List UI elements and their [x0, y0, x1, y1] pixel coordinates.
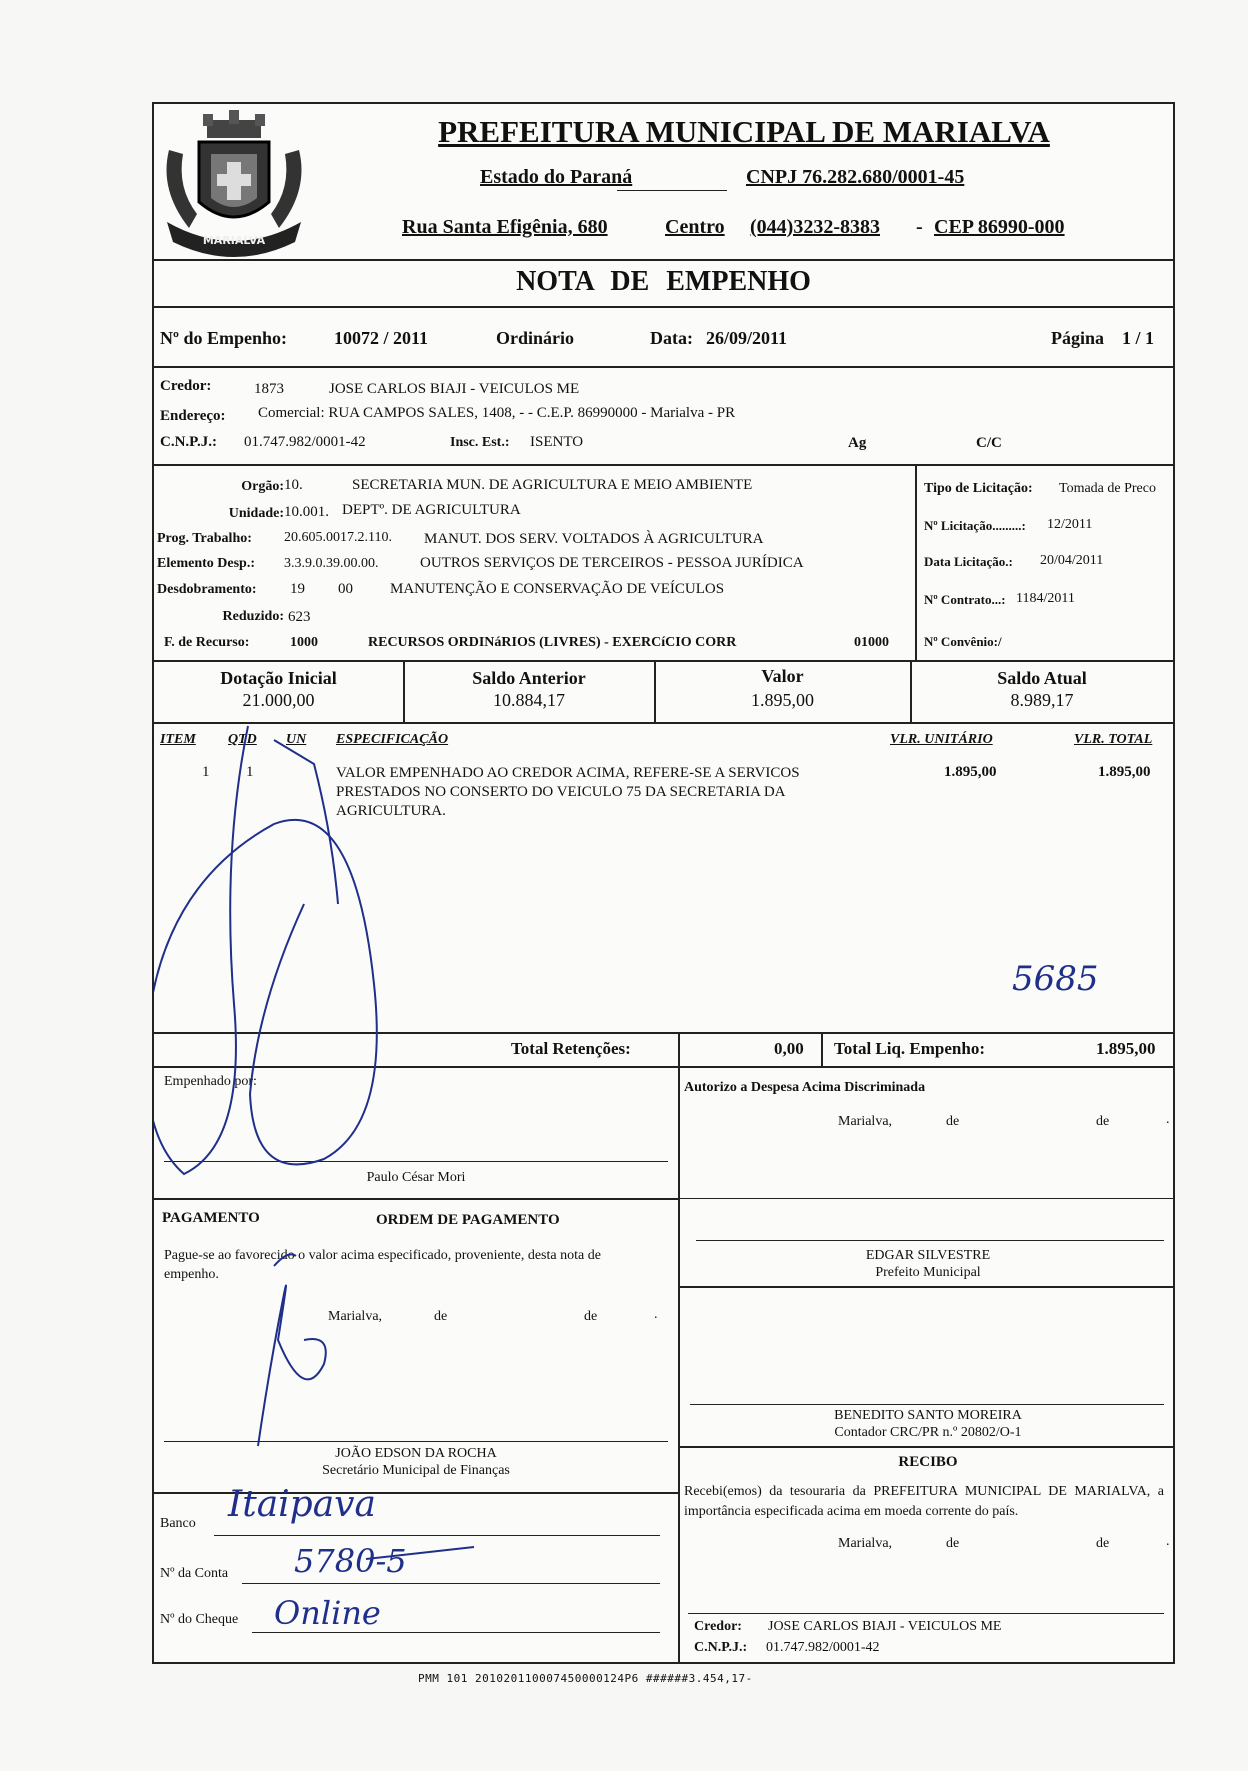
address-label: Rua Santa Efigênia, 680	[402, 216, 608, 238]
item-unit-value: 1.895,00	[944, 764, 997, 780]
phone-label: (044)3232-8383	[750, 216, 880, 238]
reduzido-value: 623	[288, 609, 311, 625]
total-retencoes-value: 0,00	[774, 1039, 804, 1058]
table-row: 1 1 VALOR EMPENHADO AO CREDOR ACIMA, REFERE-SE A SERVICOS PRESTADOS NO CONSERTO DO VEICULO 75 DA SECRETARIA DA AGRICULTURA. 1.895,00 1.895,00	[202, 764, 1151, 819]
banco-value: Itaipava	[228, 1484, 376, 1525]
licitacao-number: 12/2011	[1047, 517, 1093, 532]
conta-value: 5780-5	[294, 1542, 407, 1580]
item-description: VALOR EMPENHADO AO CREDOR ACIMA, REFERE-SE A SERVICOS PRESTADOS NO CONSERTO DO VEICULO 75 DA SECRETARIA DA AGRICULTURA.	[336, 765, 800, 819]
credor-name: JOSE CARLOS BIAJI - VEICULOS ME	[329, 381, 580, 397]
municipal-seal-icon	[159, 110, 309, 262]
recibo-cnpj: 01.747.982/0001-42	[766, 1640, 880, 1655]
secretario-name: JOÃO EDSON DA ROCHA	[335, 1446, 497, 1461]
item-total-value: 1.895,00	[1098, 764, 1151, 780]
elemento-name: OUTROS SERVIÇOS DE TERCEIROS - PESSOA JURÍDICA	[420, 555, 804, 571]
credor-cnpj: 01.747.982/0001-42	[244, 434, 366, 450]
credor-address: Comercial: RUA CAMPOS SALES, 1408, - - C.E.P. 86990000 - Marialva - PR	[258, 405, 736, 421]
saldo-anterior-value: 10.884,17	[493, 690, 565, 710]
page-number: 1 / 1	[1122, 328, 1155, 348]
prefeito-title: Prefeito Municipal	[875, 1265, 981, 1280]
footer-code: PMM 101 201020110007450000124P6 ######3.454,17-	[418, 1672, 753, 1685]
empenho-number: 10072 / 2011	[334, 328, 429, 348]
contador-name: BENEDITO SANTO MOREIRA	[834, 1408, 1022, 1423]
saldo-atual-value: 8.989,17	[1010, 690, 1074, 710]
nota-de-empenho-form: MARIALVA PREFEITURA MUNICIPAL DE MARIALVA Estado do Paraná CNPJ 76.282.680/0001-45 Rua Santa Efigênia, 680 Centro (044)3232-8383 - CEP 86990-000 NOTA DE EMPENHO Nº do Empenho: 10072 / 2011 Ordinário Data: 26/09/2011 Página 1 / 1 Credor: 1873 JOSE CARLOS BIAJI - VEICULOS ME Endereço: Comercial: RUA CAMPOS SALES, 1408, - - C.E.P. 86990000 - Marialva - PR C.N.P.J.: 01.747.982/0001-42 Insc. Est.: ISENTO Ag C/C Orgão: 10. SECRETARIA MUN. DE AGRICULTURA E MEIO AMBIENTE Unidade: 10.001. DEPTº. DE AGRICULTURA Prog. Trabalho: 20.605.0017.2.110. MANUT. DOS SERV. VOLTADOS À AGRICULTURA Elemento Desp.: 3.3.9.0.39.00.00. OUTROS SERVIÇOS DE TERCEIROS - PESSOA JURÍDICA Desdobramento: 19 00 MANUTENÇÃO E CONSERVAÇÃO DE VEÍCULOS Reduzido: 623 F. de Recurso: 1000 RECURSOS ORDINáRIOS (LIVRES) - EXERCíCIO CORR 01000 Tipo de Licitação: Tomada de Preco Nº Licitação.........: 12/2011 Data Licitação.: 20/04/2011 Nº Contrato...: 1184/2011 Nº Convênio:/ Dotação Inicial 21.000,00 Saldo Anterior 10.884,17 Valor 1.895,00 Saldo Atual 8.989,17 ITEM QTD UN ESPECIFICAÇÃO VLR. UNITÁRIO VLR. TOTAL 1 1 VALOR EMPENHADO AO CREDOR ACIMA, REFERE-SE A SERVICOS PRESTADOS NO CONSERTO DO VEICULO 75 DA SECRETARIA DA AGRICULTURA. 1.895,00 1.895,00 5685 Total Retenções: 0,00 Total Liq. Empenho: 1.895,00 Empenhado por: Paulo César Mori Autorizo a Despesa Acima Discriminada Marialva, de de . EDGAR SILVESTRE Prefeito Municipal PAGAMENTO ORDEM DE PAGAMENTO Pague-se ao favorecido o valor acima especificado, proveniente, desta nota de empenho. Marialva, de de . JOÃO EDSON DA ROCHA Secretário Municipal de Finanças BENEDITO SANTO MOREIRA Contador CRC/PR n.º 20802/O-1 RECIBO Recebi(emos) da tesouraria da PREFEITURA MUNICIPAL DE MARIALVA, a importância especificada acima em moeda corrente do país. Marialva, de de . Credor: JOSE CARLOS BIAJI - VEICULOS ME C.N.P.J.: 01.747.982/0001-42 Banco Itaipava Nº da Conta 5780-5 Nº do Cheque Online	[152, 102, 1175, 1664]
desdobramento-name: MANUTENÇÃO E CONSERVAÇÃO DE VEÍCULOS	[390, 581, 725, 597]
licitacao-date: 20/04/2011	[1040, 553, 1104, 568]
contador-title: Contador CRC/PR n.º 20802/O-1	[834, 1425, 1022, 1440]
district-label: Centro	[665, 216, 725, 238]
handwritten-note: 5685	[1012, 959, 1099, 999]
empenho-type: Ordinário	[496, 328, 575, 348]
credor-code: 1873	[254, 381, 284, 397]
recibo-title: RECIBO	[898, 1454, 958, 1470]
document-title: NOTA DE EMPENHO	[516, 266, 811, 297]
dotacao-inicial-value: 21.000,00	[242, 690, 315, 710]
tipo-licitacao: Tomada de Preco	[1059, 481, 1156, 496]
col-item: ITEM	[160, 732, 196, 747]
page-title: PREFEITURA MUNICIPAL DE MARIALVA	[438, 114, 1050, 149]
pagamento-text: Pague-se ao favorecido o valor acima especificado, proveniente, desta nota de empenho.	[164, 1248, 601, 1282]
recibo-credor: JOSE CARLOS BIAJI - VEICULOS ME	[768, 1619, 1002, 1634]
state-label: Estado do Paraná	[480, 166, 633, 188]
col-vlr-total: VLR. TOTAL	[1074, 732, 1153, 747]
col-un: UN	[286, 732, 307, 747]
total-liquido-value: 1.895,00	[1096, 1039, 1156, 1058]
orgao-name: SECRETARIA MUN. DE AGRICULTURA E MEIO AMBIENTE	[352, 477, 753, 493]
valor-value: 1.895,00	[751, 690, 814, 710]
col-especificacao: ESPECIFICAÇÃO	[336, 732, 449, 747]
secretario-title: Secretário Municipal de Finanças	[322, 1463, 510, 1478]
contrato-number: 1184/2011	[1016, 591, 1075, 606]
empenho-date: 26/09/2011	[706, 328, 788, 348]
prefeito-name: EDGAR SILVESTRE	[865, 1248, 991, 1263]
prog-name: MANUT. DOS SERV. VOLTADOS À AGRICULTURA	[424, 531, 764, 547]
recibo-text: Recebi(emos) da tesouraria da PREFEITURA MUNICIPAL DE MARIALVA, a importância especificada acima em moeda corrente do país.	[684, 1484, 1164, 1519]
svg-text:MARIALVA: MARIALVA	[202, 234, 266, 247]
col-vlr-unitario: VLR. UNITÁRIO	[890, 732, 993, 747]
unidade-name: DEPTº. DE AGRICULTURA	[342, 502, 521, 518]
cnpj-label: CNPJ 76.282.680/0001-45	[746, 166, 965, 188]
credor-insc: ISENTO	[530, 434, 584, 450]
col-qtd: QTD	[228, 732, 257, 747]
cep-label: CEP 86990-000	[934, 216, 1065, 238]
cheque-value: Online	[274, 1594, 381, 1632]
empenhado-name: Paulo César Mori	[366, 1170, 466, 1185]
recurso-name: RECURSOS ORDINáRIOS (LIVRES) - EXERCíCIO CORR	[368, 635, 737, 650]
